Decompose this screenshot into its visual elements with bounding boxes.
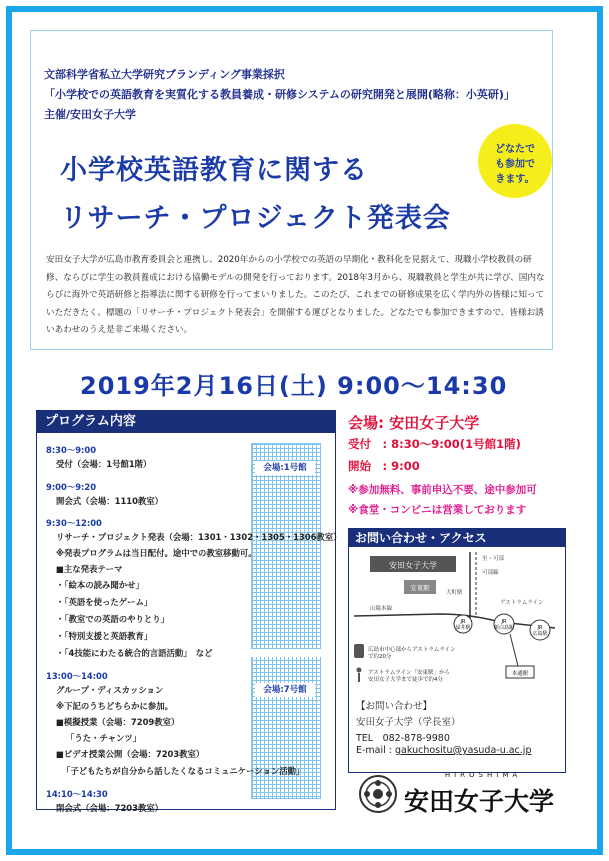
event-date: 2019年2月16日(土) 9:00～14:30: [80, 372, 508, 400]
reception-time: 受付 : 8:30～9:00(1号館1階): [348, 437, 521, 451]
program-item: ・「英語を使ったゲーム」: [56, 597, 153, 607]
program-item: 9:00～9:20: [46, 482, 97, 492]
logo-university-name: 安田女子大学: [404, 787, 555, 816]
map-kabe2-label: 可部線: [482, 570, 499, 576]
program-item: ■主な発表テーマ: [56, 564, 123, 574]
program-item: ・「教室での英語のやりとり」: [56, 614, 170, 624]
program-item: 14:10～14:30: [46, 789, 108, 799]
note-cafeteria: ※食堂・コンビニは営業しております: [348, 504, 527, 516]
train-icon: [354, 644, 364, 658]
contact-email-row: [356, 745, 531, 756]
note-free-entry: ※参加無料、事前申込不要、途中参加可: [348, 484, 537, 496]
map-campus-label: 安田女子大学: [389, 561, 437, 570]
contact-title: 【お問い合わせ】: [356, 701, 433, 712]
program-item: 「子どもたちが自分から話したくなるコミュニケーション活動」: [62, 766, 305, 776]
grid-gap: [250, 649, 322, 657]
map-route-note-1b: で約20分: [368, 654, 392, 660]
map-route-note-1a: 広島市中心部からアストラムライン: [368, 647, 456, 653]
email-label: E-mail :: [356, 745, 396, 756]
map-station-midorii-jr: JR: [460, 619, 466, 625]
program-item: 開会式（会場：1110教室）: [56, 496, 164, 506]
contact-heading: お問い合わせ・アクセス: [349, 529, 565, 547]
program-item: ・「4技能にわたる統合的言語活動」 など: [56, 648, 213, 658]
header-line-2: 「小学校での英語教育を実質化する教員養成・研修システムの研究開発と展開(略称：小英研)」: [44, 88, 515, 101]
program-item: ※発表プログラムは当日配付。途中での教室移動可。: [56, 548, 257, 558]
contact-tel: TEL 082-878-9980: [356, 733, 450, 744]
program-heading: プログラム内容: [37, 411, 335, 433]
university-emblem-icon: [358, 774, 398, 814]
map-sanyo-label: 山陽本線: [370, 606, 393, 612]
map-station-hiroshima-name: 広島駅: [532, 631, 548, 637]
program-item: ■ビデオ授業公開（会場：7203教室）: [56, 749, 205, 759]
access-map: [350, 548, 560, 694]
contact-organization: 安田女子大学（学長室）: [356, 717, 461, 728]
map-station-shinhakushima-jr: JR: [501, 619, 507, 625]
venue-building-1: 会場:1号館: [255, 461, 315, 475]
program-item: ■模擬授業（会場：7209教室）: [56, 717, 180, 727]
map-route-note-2b: 安田女子大学まで徒歩で約4分: [368, 677, 444, 683]
header-line-1: 文部科学省私立大学研究ブランディング事業採択: [44, 68, 285, 81]
map-station-hiroshima-jr: JR: [537, 625, 543, 631]
map-kabe-label: 至・可部: [482, 556, 505, 562]
program-item: 閉会式（会場：7203教室）: [56, 803, 164, 813]
program-item: 「うた・チャンツ」: [66, 733, 142, 743]
program-item: 8:30～9:00: [46, 445, 97, 455]
map-station-shinhakushima-name: 新白島駅: [493, 625, 515, 631]
title-line-2: リサーチ・プロジェクト発表会: [60, 203, 451, 234]
logo-hiroshima: HIROSHIMA: [444, 771, 522, 779]
map-hondori-label: 本通駅: [511, 671, 529, 677]
title-line-1: 小学校英語教育に関する: [60, 155, 368, 186]
badge-line-2: も参加で: [495, 159, 535, 170]
intro-paragraph: 安田女子大学が広島市教育委員会と連携し、2020年からの小学校での英語の早期化・教科化を見据えて、現職小学校教員の研修、ならびに学生の教員養成における協働モデルの開発を行っております。2018年3月から、現職教員と学生が共に学び、国内ならびに海外で英語研修と指導法に関する研修を行ってまいりました。このたび、これまでの研修成果を広く学内外の皆様に知っていただきたく、標題の「リサーチ・プロジェクト発表会」を開催する運びとなりました。どなたでも参加できますので、皆様お誘いあわせのうえ是非ご来場ください。: [46, 255, 545, 335]
program-item: リサーチ・プロジェクト発表（会場：1301・1302・1305・1306教室）: [56, 532, 342, 542]
organizer-line: 主催/安田女子大学: [44, 108, 137, 121]
map-station-midorii-name: 緑井駅: [455, 625, 471, 631]
venue-building-7: 会場:7号館: [255, 683, 315, 697]
map-route-note-2a: アストラムライン「安東駅」から: [368, 670, 451, 676]
badge-line-3: きます。: [495, 174, 535, 185]
program-item: 9:30～12:00: [46, 518, 102, 528]
program-item: 受付（会場：1号館1階）: [56, 459, 152, 469]
badge-line-1: どなたで: [495, 144, 535, 155]
program-item: ・「絵本の読み聞かせ」: [56, 580, 144, 590]
venue-label: 会場: 安田女子大学: [348, 414, 480, 432]
start-time: 開始 : 9:00: [348, 459, 420, 473]
map-gate-label: 安東駅: [410, 584, 430, 592]
map-oomachi-label: 大町駅: [446, 590, 463, 596]
program-item: ・「特別支援と英語教育」: [56, 631, 153, 641]
program-item: グループ・ディスカッション: [56, 685, 164, 695]
walk-icon: [357, 668, 362, 673]
program-item: ※下記のうちどちらかに参加。: [56, 701, 174, 711]
grid-pattern: [251, 443, 321, 799]
email-link[interactable]: gakuchositu@yasuda-u.ac.jp: [395, 745, 532, 756]
map-astram-label: アストラムライン: [500, 600, 544, 606]
open-to-all-badge: [478, 124, 552, 198]
program-item: 13:00～14:00: [46, 671, 108, 681]
